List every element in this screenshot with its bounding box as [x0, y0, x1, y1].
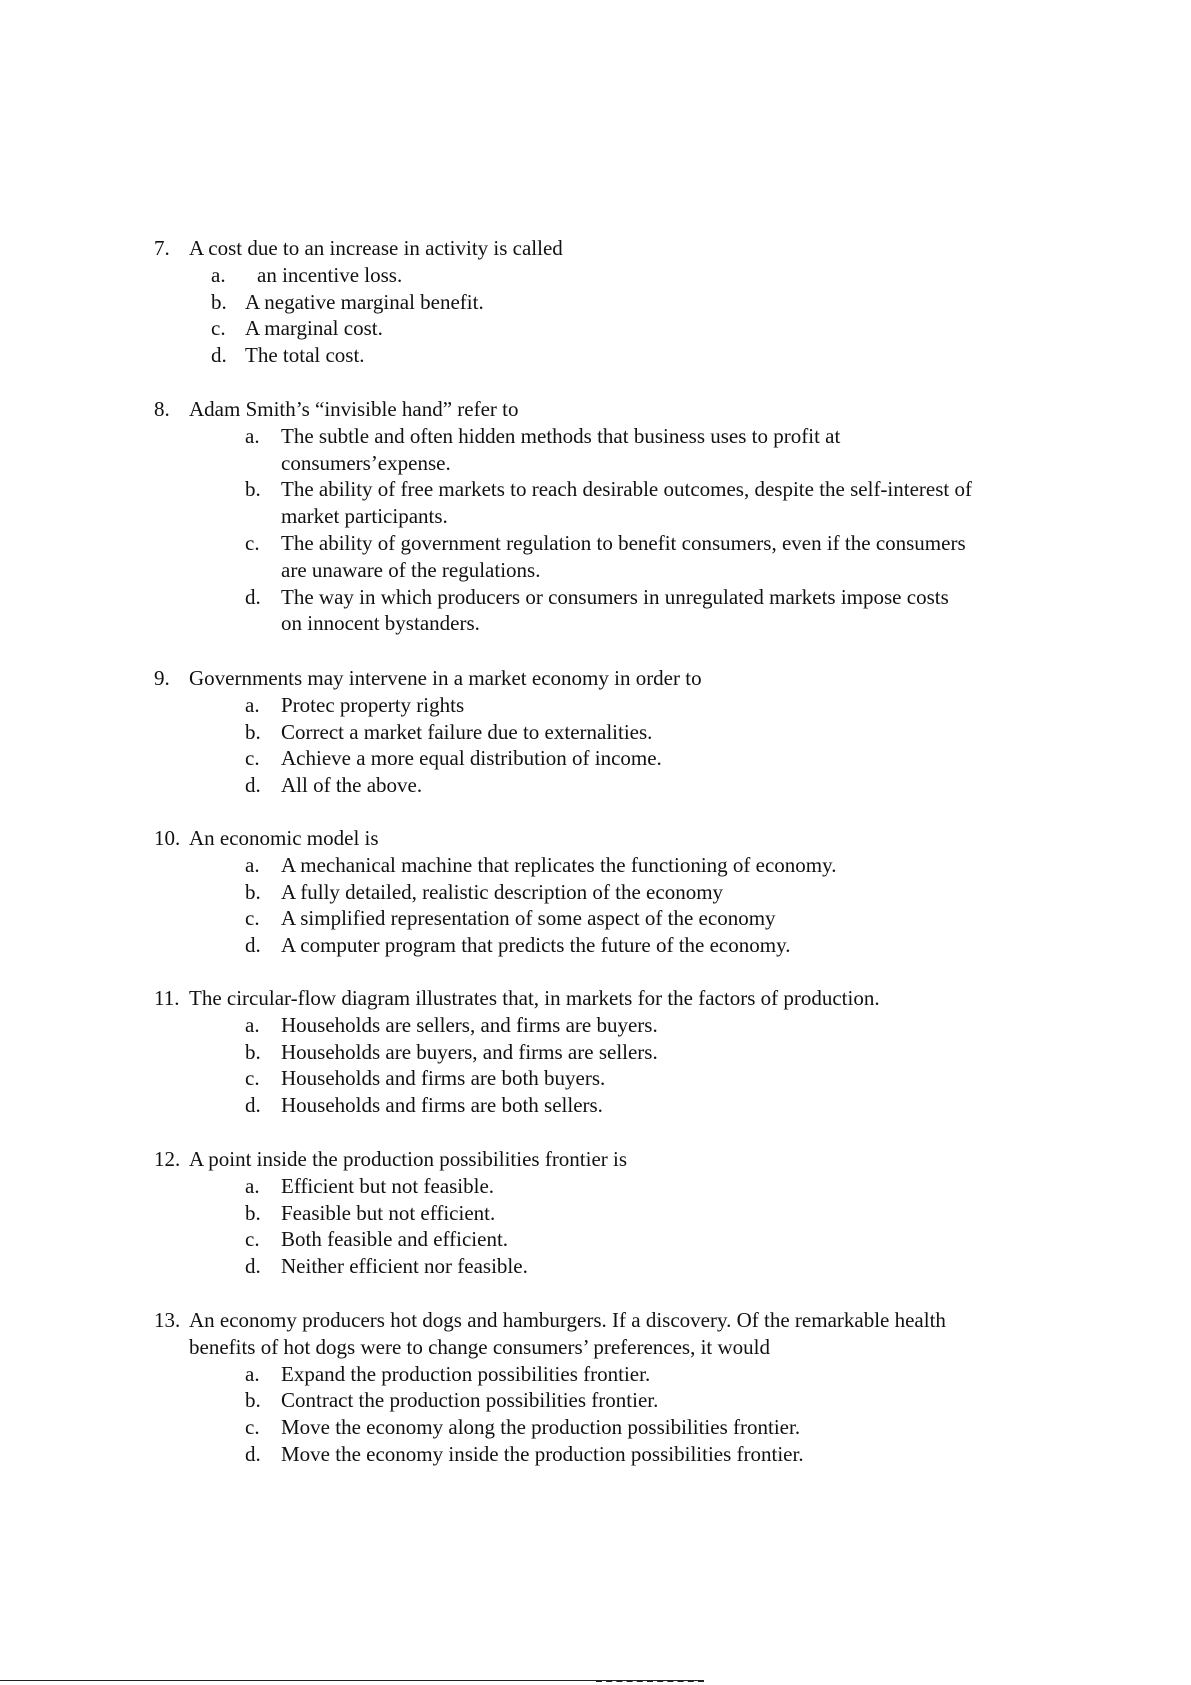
footer-dashed-rule	[596, 1680, 704, 1682]
option-text: The ability of free markets to reach desirable outcomes, despite the self-interest of	[281, 477, 972, 502]
option-letter: a.	[245, 1173, 260, 1198]
option-d	[0, 584, 1191, 638]
option-letter: c.	[245, 1415, 260, 1440]
option-text: A mechanical machine that replicates the functioning of economy.	[281, 852, 837, 877]
question-number: 9.	[154, 666, 170, 690]
option-c	[0, 315, 1191, 342]
option-letter: d.	[245, 584, 261, 609]
option-text: Expand the production possibilities frontier.	[281, 1361, 651, 1386]
option-d	[0, 1441, 1191, 1468]
option-text: Move the economy inside the production possibilities frontier.	[281, 1441, 804, 1466]
option-b	[0, 1200, 1191, 1227]
option-a	[0, 1012, 1191, 1039]
question-stem-continued: benefits of hot dogs were to change consumers’ preferences, it would	[189, 1334, 770, 1359]
option-letter: d.	[211, 343, 227, 368]
option-a	[0, 692, 1191, 719]
option-text: A simplified representation of some aspect of the economy	[281, 906, 776, 931]
question-stem: Adam Smith’s “invisible hand” refer to	[189, 397, 519, 421]
question-8	[0, 396, 1191, 637]
option-text: Move the economy along the production possibilities frontier.	[281, 1415, 801, 1440]
question-number: 12.	[154, 1147, 181, 1171]
option-b	[0, 1039, 1191, 1066]
option-text: Achieve a more equal distribution of income.	[281, 746, 662, 771]
option-d	[0, 1253, 1191, 1280]
option-letter: a.	[245, 423, 260, 448]
option-text: All of the above.	[281, 773, 423, 798]
option-text: A computer program that predicts the future of the economy.	[281, 933, 791, 958]
option-c	[0, 1414, 1191, 1441]
option-text: A marginal cost.	[245, 316, 383, 341]
option-text: The way in which producers or consumers in unregulated markets impose costs	[281, 584, 949, 609]
option-letter: c.	[245, 906, 260, 931]
option-c	[0, 1065, 1191, 1092]
option-text: A negative marginal benefit.	[245, 289, 484, 314]
option-a	[0, 1361, 1191, 1388]
option-letter: a.	[245, 692, 260, 717]
option-d	[0, 342, 1191, 369]
option-letter: a.	[245, 1361, 260, 1386]
option-text: Correct a market failure due to externalities.	[281, 719, 653, 744]
option-text: Both feasible and efficient.	[281, 1227, 509, 1252]
option-text: Households and firms are both buyers.	[281, 1066, 606, 1091]
option-letter: b.	[245, 719, 261, 744]
option-a	[0, 423, 1191, 477]
question-10	[0, 825, 1191, 959]
option-text: Households are sellers, and firms are buyers.	[281, 1012, 658, 1037]
option-letter: c.	[245, 746, 260, 771]
option-text-continued: market participants.	[281, 504, 448, 529]
option-letter: b.	[211, 289, 227, 314]
question-11	[0, 985, 1191, 1119]
option-d	[0, 1092, 1191, 1119]
option-c	[0, 745, 1191, 772]
option-a	[0, 262, 1191, 289]
option-letter: c.	[245, 1066, 260, 1091]
question-stem: A point inside the production possibilities frontier is	[189, 1147, 628, 1171]
option-a	[0, 1173, 1191, 1200]
option-text: A fully detailed, realistic description of the economy	[281, 879, 724, 904]
question-9	[0, 665, 1191, 799]
question-13	[0, 1307, 1191, 1468]
option-d	[0, 932, 1191, 959]
question-number: 10.	[154, 826, 181, 850]
option-letter: d.	[245, 1254, 261, 1279]
option-c	[0, 530, 1191, 584]
option-text: Efficient but not feasible.	[281, 1173, 495, 1198]
option-text-continued: are unaware of the regulations.	[281, 557, 541, 582]
option-text: Protec property rights	[281, 692, 465, 717]
footer-rule	[0, 1680, 700, 1681]
question-number: 11.	[154, 986, 180, 1010]
option-text: Households and firms are both sellers.	[281, 1093, 603, 1118]
option-letter: c.	[245, 1227, 260, 1252]
question-number: 13.	[154, 1308, 181, 1332]
question-stem: An economic model is	[189, 826, 379, 850]
option-text: Contract the production possibilities frontier.	[281, 1388, 659, 1413]
option-text: The total cost.	[245, 343, 365, 368]
question-7	[0, 235, 1191, 369]
option-a	[0, 852, 1191, 879]
option-letter: a.	[245, 1012, 260, 1037]
question-12	[0, 1146, 1191, 1280]
option-letter: b.	[245, 1039, 261, 1064]
option-letter: d.	[245, 1441, 261, 1466]
option-text: Feasible but not efficient.	[281, 1200, 496, 1225]
option-letter: c.	[245, 530, 260, 555]
option-letter: a.	[245, 852, 260, 877]
question-stem: Governments may intervene in a market economy in order to	[189, 666, 702, 690]
option-c	[0, 1226, 1191, 1253]
option-c	[0, 905, 1191, 932]
option-b	[0, 289, 1191, 316]
question-stem: The circular-flow diagram illustrates that, in markets for the factors of production.	[189, 986, 880, 1010]
option-b	[0, 879, 1191, 906]
question-stem: A cost due to an increase in activity is called	[189, 236, 563, 260]
option-text-continued: consumers’expense.	[281, 450, 451, 475]
option-b	[0, 1387, 1191, 1414]
option-letter: c.	[211, 316, 226, 341]
option-letter: d.	[245, 773, 261, 798]
option-text: Households are buyers, and firms are sellers.	[281, 1039, 658, 1064]
question-number: 7.	[154, 236, 170, 260]
option-letter: d.	[245, 1093, 261, 1118]
option-letter: b.	[245, 1388, 261, 1413]
option-text: The subtle and often hidden methods that business uses to profit at	[281, 423, 841, 448]
option-letter: b.	[245, 1200, 261, 1225]
option-letter: a.	[211, 262, 226, 287]
option-text: Neither efficient nor feasible.	[281, 1254, 528, 1279]
question-number: 8.	[154, 397, 170, 421]
option-b	[0, 719, 1191, 746]
option-text-continued: on innocent bystanders.	[281, 611, 480, 636]
option-text: The ability of government regulation to benefit consumers, even if the consumers	[281, 530, 966, 555]
option-letter: b.	[245, 879, 261, 904]
option-text: an incentive loss.	[257, 262, 403, 287]
option-letter: d.	[245, 933, 261, 958]
option-letter: b.	[245, 477, 261, 502]
question-stem: An economy producers hot dogs and hamburgers. If a discovery. Of the remarkable health	[189, 1308, 946, 1332]
option-d	[0, 772, 1191, 799]
option-b	[0, 476, 1191, 530]
